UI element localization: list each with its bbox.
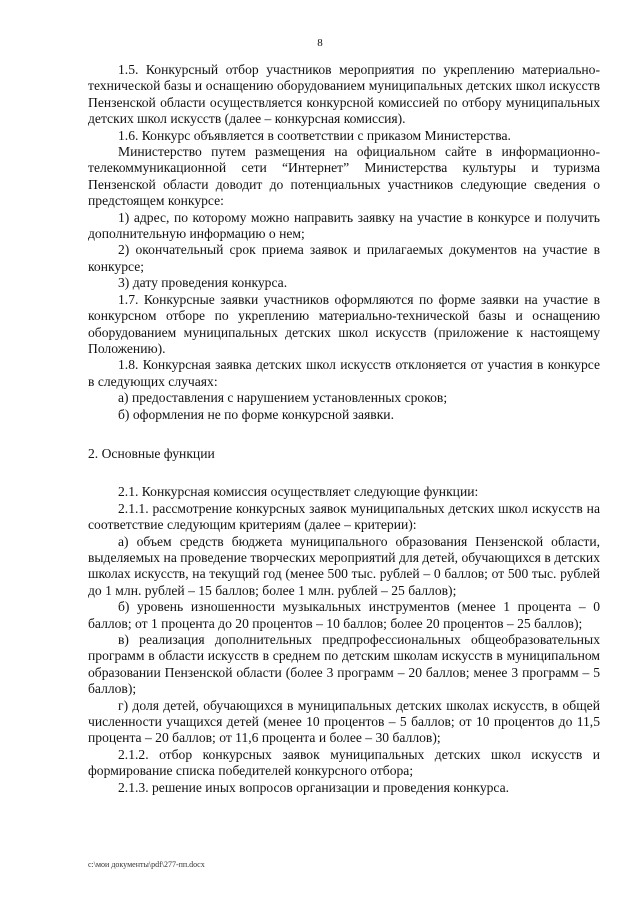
section-title: 2. Основные функции [88,445,215,461]
criterion-a: а) объем средств бюджета муниципального образования Пензенской области, выделяемых на проведение творческих мероприятий для детей, обучающихся в детских школах искусств, на текущий год (менее 500 тыс. рублей – 0 баллов; от 500 тыс. рублей до 1 млн. рублей – 15 баллов; более 1 млн. рублей – 25 баллов); [88,533,600,598]
paragraph-2-1: 2.1. Конкурсная комиссия осуществляет следующие функции: [118,484,479,500]
document-body [88,62,600,796]
paragraph-1-7: 1.7. Конкурсные заявки участников оформляются по форме заявки на участие в конкурсном отборе по укреплению материально-технической базы и оснащению оборудованием муниципальных детских школ искусств (приложение к настоящему Положению). [88,291,600,356]
criterion-b: б) уровень изношенности музыкальных инструментов (менее 1 процента – 0 баллов; от 1 процента до 20 процентов – 10 баллов; более 20 процентов – 25 баллов); [88,599,600,631]
paragraph-2-1-1: 2.1.1. рассмотрение конкурсных заявок муниципальных детских школ искусств на соответствие следующим критериям (далее – критерии): [88,500,600,533]
page-number: 8 [317,37,323,49]
paragraph-1-6: 1.6. Конкурс объявляется в соответствии с приказом Министерства. [118,127,511,143]
list-item-late: а) предоставления с нарушением установленных сроков; [118,390,448,406]
list-item-date: 3) дату проведения конкурса. [118,275,288,291]
paragraph-1-8: 1.8. Конкурсная заявка детских школ искусств отклоняется от участия в конкурсе в следующих случаях: [88,357,600,389]
criterion-d: г) доля детей, обучающихся в муниципальных детских школах искусств, в общей численности учащихся детей (менее 10 процентов – 5 баллов; от 10 процентов до 11,5 процента – 20 баллов; от 11,6 процента и более – 30 баллов); [88,697,600,746]
paragraph-2-1-3: 2.1.3. решение иных вопросов организации и проведения конкурса. [118,779,510,795]
list-item-deadline: 2) окончательный срок приема заявок и прилагаемых документов на участие в конкурсе; [88,242,600,274]
paragraph-2-1-2: 2.1.2. отбор конкурсных заявок муниципальных детских школ искусств и формирование списка победителей конкурсного отбора; [88,746,600,779]
footer-file-path: c:\мои документы\pdf\277-пп.docx [88,860,205,869]
list-item-address: 1) адрес, по которому можно направить заявку на участие в конкурсе и получить дополнительную информацию о нем; [88,209,600,242]
criterion-c: в) реализация дополнительных предпрофессиональных общеобразовательных программ в области искусств в среднем по детским школам искусств в муниципальном образовании Пензенской области (более 3 программ – 20 баллов; менее 3 программ – 5 баллов); [88,632,600,697]
paragraph-ministry-info: Министерство путем размещения на официальном сайте в информационно-телекоммуникационной сети “Интернет” Министерства культуры и туризма Пензенской области доводит до потенциальных участников следующие сведения о предстоящем конкурсе: [88,144,600,209]
list-item-wrong-form: б) оформления не по форме конкурсной заявки. [118,406,394,422]
paragraph-1-5: 1.5. Конкурсный отбор участников мероприятия по укреплению материально-технической базы и оснащению оборудованием муниципальных детских школ искусств Пензенской области осуществляется конкурсной комиссией по отбору муниципальных детских школ искусств (далее – конкурсная комиссия). [88,62,600,127]
